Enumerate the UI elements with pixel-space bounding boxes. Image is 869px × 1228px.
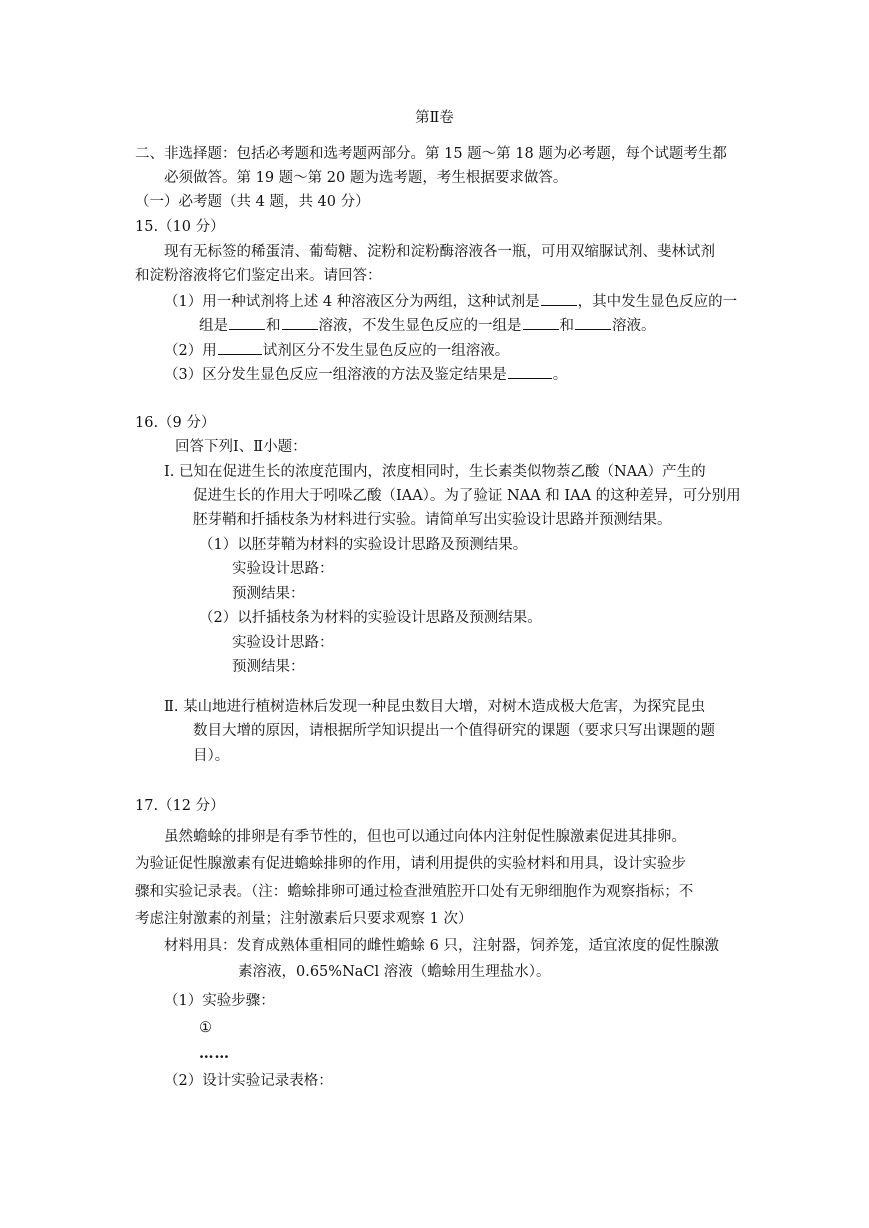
q17-materials-2: 素溶液，0.65%NaCl 溶液（蟾蜍用生理盐水）。 <box>238 964 551 980</box>
q16-intro: 回答下列Ⅰ、Ⅱ小题： <box>175 439 307 455</box>
part-heading: （一）必考题（共 4 题，共 40 分） <box>135 194 370 210</box>
q15-sub1-text-b: ，其中发生显色反应的一 <box>577 294 738 310</box>
answer-blank[interactable] <box>229 315 265 330</box>
q17-stem-1: 虽然蟾蜍的排卵是有季节性的，但也可以通过向体内注射促性腺激素促进其排卵。 <box>164 829 686 845</box>
q16-p2-title: （2）以扦插枝条为材料的实验设计思路及预测结果。 <box>199 610 542 626</box>
q15-sub2 <box>164 340 509 361</box>
q15-sub1-line1 <box>164 291 737 312</box>
q17-header: 17.（12 分） <box>135 798 225 814</box>
q15-sub1-text-a: （1）用一种试剂将上述 4 种溶液区分为两组，这种试剂是 <box>164 294 540 310</box>
q15-sub3-text-b: 。 <box>552 367 568 383</box>
q16-part2-line1: Ⅱ. 某山地进行植树造林后发现一种昆虫数目大增，对树木造成极大危害，为探究昆虫 <box>164 699 706 715</box>
section-title: 第Ⅱ卷 <box>415 110 454 126</box>
answer-blank[interactable] <box>575 315 611 330</box>
q16-p1-design: 实验设计思路： <box>232 561 334 577</box>
q16-p1-title: （1）以胚芽鞘为材料的实验设计思路及预测结果。 <box>199 537 528 553</box>
answer-blank[interactable] <box>218 340 262 355</box>
q15-sub1-text-g: 溶液。 <box>612 318 656 334</box>
q16-part2-line2: 数目大增的原因，请根据所学知识提出一个值得研究的课题（要求只写出课题的题 <box>193 723 715 739</box>
q15-sub1-text-c: 组是 <box>199 318 228 334</box>
q16-part1-line1: Ⅰ. 已知在促进生长的浓度范围内，浓度相同时，生长素类似物萘乙酸（NAA）产生的 <box>164 464 706 480</box>
q17-step-first: ① <box>199 1020 212 1036</box>
intro-line-1: 二、非选择题：包括必考题和选考题两部分。第 15 题～第 18 题为必考题，每个试题考生都 <box>135 146 727 162</box>
q17-step-title: （1）实验步骤： <box>164 993 275 1009</box>
answer-blank[interactable] <box>282 315 318 330</box>
q16-header: 16.（9 分） <box>135 415 216 431</box>
q15-stem-1: 现有无标签的稀蛋清、葡萄糖、淀粉和淀粉酶溶液各一瓶，可用双缩脲试剂、斐林试剂 <box>164 244 715 260</box>
q17-stem-3: 骤和实验记录表。（注：蟾蜍排卵可通过检查泄殖腔开口处有无卵细胞作为观察指标；不 <box>135 884 694 900</box>
q16-part1-line3: 胚芽鞘和扦插枝条为材料进行实验。请简单写出实验设计思路并预测结果。 <box>193 512 672 528</box>
answer-blank[interactable] <box>523 315 559 330</box>
q15-sub1-line2 <box>199 315 656 336</box>
q15-sub1-text-f: 和 <box>559 318 574 334</box>
q15-sub1-text-e: 溶液，不发生显色反应的一组是 <box>318 318 522 334</box>
q17-step-ellipsis: …… <box>199 1045 230 1062</box>
q15-header: 15.（10 分） <box>135 219 225 235</box>
answer-blank[interactable] <box>541 291 577 306</box>
q15-sub3 <box>164 364 567 385</box>
q15-sub1-text-d: 和 <box>266 318 281 334</box>
q16-p2-design: 实验设计思路： <box>232 635 334 651</box>
answer-blank[interactable] <box>508 364 552 379</box>
q17-stem-4: 考虑注射激素的剂量；注射激素后只要求观察 1 次） <box>135 911 473 927</box>
q17-stem-2: 为验证促性腺激素有促进蟾蜍排卵的作用，请利用提供的实验材料和用具，设计实验步 <box>135 856 686 872</box>
intro-line-2: 必须做答。第 19 题～第 20 题为选考题，考生根据要求做答。 <box>164 170 568 186</box>
q16-p2-result: 预测结果： <box>232 659 305 675</box>
q15-stem-2: 和淀粉溶液将它们鉴定出来。请回答： <box>135 268 382 284</box>
q15-sub3-text-a: （3）区分发生显色反应一组溶液的方法及鉴定结果是 <box>164 367 507 383</box>
q16-part2-line3: 目）。 <box>193 748 230 764</box>
q15-sub2-text-a: （2）用 <box>164 343 217 359</box>
q16-p1-result: 预测结果： <box>232 586 305 602</box>
q16-part1-line2: 促进生长的作用大于吲哚乙酸（IAA）。为了验证 NAA 和 IAA 的这种差异，可分别用 <box>193 488 741 504</box>
q17-table-title: （2）设计实验记录表格： <box>164 1073 333 1089</box>
q15-sub2-text-b: 试剂区分不发生显色反应的一组溶液。 <box>262 343 510 359</box>
q17-materials-1: 材料用具：发育成熟体重相同的雌性蟾蜍 6 只，注射器，饲养笼，适宜浓度的促性腺激 <box>164 938 719 954</box>
